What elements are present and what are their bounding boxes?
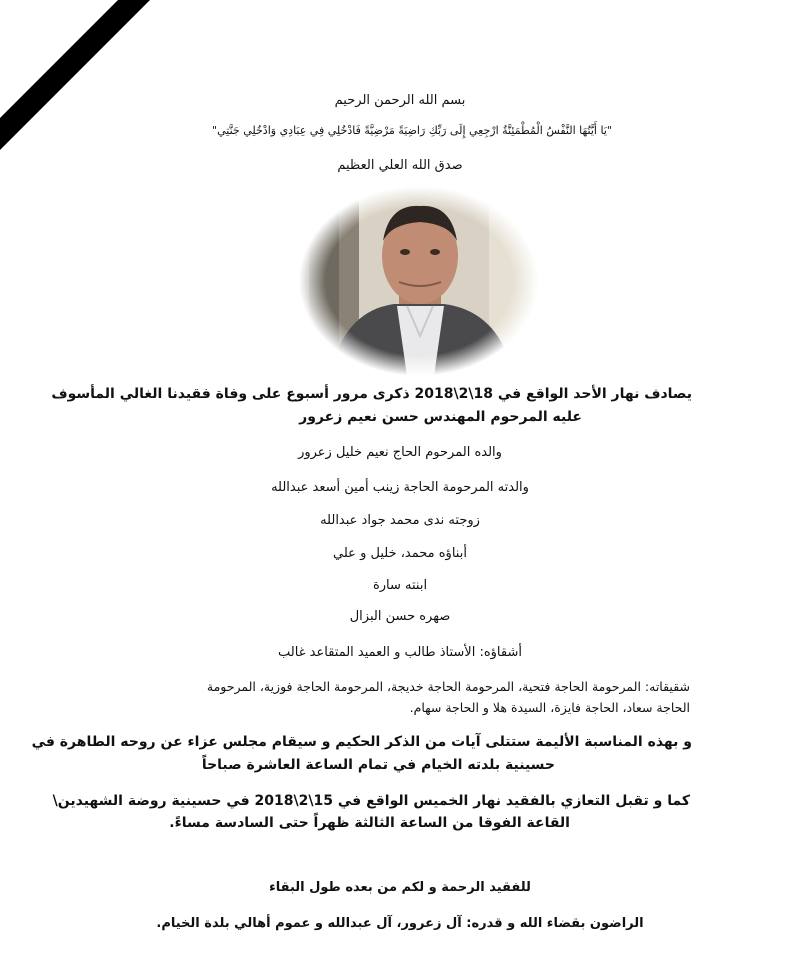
daughter-line: ابنته سارة [372, 578, 428, 593]
ceremony-line-2: حسينية بلدته الخيام في تمام الساعة العاشرة صباحاً [201, 757, 555, 773]
verse-closing: صدق الله العلي العظيم [337, 158, 463, 173]
deceased-photo [299, 186, 539, 376]
brothers-line: أشقاؤه: الأستاذ طالب و العميد المتقاعد غالب [278, 645, 522, 660]
sons-line: أبناؤه محمد، خليل و علي [333, 546, 467, 561]
condolences-line-1: كما و تقبل التعازي بالفقيد نهار الخميس الواقع في 15\2\2018 في حسينية روضة الشهيدين\ [52, 793, 690, 809]
sisters-line-1: شقيقاته: المرحومة الحاجة فتحية، المرحومة الحاجة خديجة، المرحومة الحاجة فوزية، المرحومة [206, 679, 690, 694]
condolences-line-2: القاعة الفوقا من الساعة الثالثة ظهراً حتى السادسة مساءً. [169, 815, 570, 831]
basmala: بسم الله الرحمن الرحيم [334, 93, 466, 108]
mourners-line: الراضون بقضاء الله و قدره: آل زعرور، آل عبدالله و عموم أهالي بلدة الخيام. [156, 916, 644, 931]
wife-line: زوجته ندى محمد جواد عبدالله [320, 513, 480, 528]
announcement-line-1: يصادف نهار الأحد الواقع في 18\2\2018 ذكرى مرور أسبوع على وفاة فقيدنا الغالي المأسوف [51, 386, 692, 402]
quran-verse: "يَا أَيَّتُهَا النَّفْسُ الْمُطْمَئِنَّةُ ارْجِعِي إِلَى رَبِّكِ رَاضِيَةً مَرْضِيَّةً فَادْخُلِي فِي عِبَادِي وَادْخُلِي جَنَّتِي" [212, 124, 612, 137]
closing-prayer: للفقيد الرحمة و لكم من بعده طول البقاء [269, 880, 531, 895]
mother-line: والدته المرحومة الحاجة زينب أمين أسعد عبدالله [271, 480, 529, 495]
announcement-line-2: عليه المرحوم المهندس حسن نعيم زعرور [299, 409, 582, 425]
ceremony-line-1: و بهذه المناسبة الأليمة ستتلى آيات من الذكر الحكيم و سيقام مجلس عزاء عن روحه الطاهرة في [31, 734, 692, 750]
son-in-law-line: صهره حسن البزال [349, 609, 451, 624]
father-line: والده المرحوم الحاج نعيم خليل زعرور [298, 445, 502, 460]
sisters-line-2: الحاجة سعاد، الحاجة فايزة، السيدة هلا و الحاجة سهام. [409, 700, 690, 715]
